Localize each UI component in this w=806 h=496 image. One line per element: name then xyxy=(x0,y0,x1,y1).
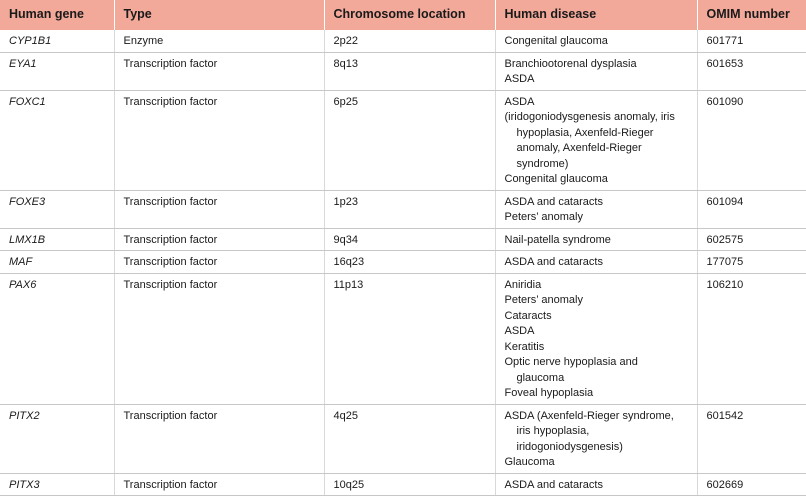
disease-item: Peters’ anomaly xyxy=(504,211,583,223)
omim-cell: 602575 xyxy=(697,228,806,251)
type-cell: Transcription factor xyxy=(114,273,324,404)
disease-list xyxy=(505,195,688,226)
table-row xyxy=(0,30,806,52)
header-human-gene: Human gene xyxy=(0,0,114,30)
header-omim-number: OMIM number xyxy=(697,0,806,30)
disease-cell xyxy=(495,30,697,52)
table-body xyxy=(0,30,806,496)
type-cell: Transcription factor xyxy=(114,190,324,228)
disease-item: ASDA and cataracts xyxy=(504,256,603,268)
omim-cell: 601653 xyxy=(697,52,806,90)
header-human-disease: Human disease xyxy=(495,0,697,30)
disease-item: ASDA xyxy=(504,95,535,108)
type-cell: Transcription factor xyxy=(114,473,324,496)
table-row xyxy=(0,473,806,496)
disease-list xyxy=(505,478,688,494)
location-cell: 6p25 xyxy=(324,90,495,190)
disease-list xyxy=(505,233,688,249)
omim-cell: 106210 xyxy=(697,273,806,404)
type-cell: Transcription factor xyxy=(114,251,324,274)
location-cell: 8q13 xyxy=(324,52,495,90)
gene-cell: CYP1B1 xyxy=(0,30,114,52)
disease-item: Glaucoma xyxy=(504,456,555,468)
table-row xyxy=(0,90,806,190)
disease-list xyxy=(505,278,688,402)
disease-item: (iridogoniodysgenesis anomaly, iris hypoplasia, Axenfeld-Rieger anomaly, Axenfeld-Rieger syndrome) xyxy=(504,111,675,170)
location-cell: 4q25 xyxy=(324,404,495,473)
gene-cell: PITX2 xyxy=(0,404,114,473)
disease-item: ASDA and cataracts xyxy=(504,195,603,208)
omim-cell: 602669 xyxy=(697,473,806,496)
disease-cell xyxy=(495,404,697,473)
disease-cell xyxy=(495,52,697,90)
disease-item: Congenital glaucoma xyxy=(504,35,608,47)
omim-cell: 601771 xyxy=(697,30,806,52)
type-cell: Transcription factor xyxy=(114,52,324,90)
table-row xyxy=(0,273,806,404)
disease-item: ASDA and cataracts xyxy=(504,478,603,491)
gene-cell: FOXC1 xyxy=(0,90,114,190)
header-chromosome-location: Chromosome location xyxy=(324,0,495,30)
disease-list xyxy=(505,95,688,188)
location-cell: 9q34 xyxy=(324,228,495,251)
omim-cell: 601094 xyxy=(697,190,806,228)
gene-cell: EYA1 xyxy=(0,52,114,90)
table-header xyxy=(0,0,806,30)
disease-item: Congenital glaucoma xyxy=(504,173,608,185)
disease-item: Optic nerve hypoplasia and glaucoma xyxy=(504,356,638,384)
header-type: Type xyxy=(114,0,324,30)
table-row xyxy=(0,190,806,228)
disease-item: Cataracts xyxy=(504,309,552,322)
disease-cell xyxy=(495,251,697,274)
table-row xyxy=(0,228,806,251)
table-row xyxy=(0,404,806,473)
disease-list xyxy=(505,255,688,271)
disease-cell xyxy=(495,190,697,228)
disease-list xyxy=(505,34,688,50)
type-cell: Transcription factor xyxy=(114,90,324,190)
omim-cell: 601090 xyxy=(697,90,806,190)
omim-cell: 601542 xyxy=(697,404,806,473)
gene-cell: PAX6 xyxy=(0,273,114,404)
header-row xyxy=(0,0,806,30)
table-row xyxy=(0,52,806,90)
disease-item: Peters’ anomaly xyxy=(504,294,583,306)
type-cell: Enzyme xyxy=(114,30,324,52)
location-cell: 11p13 xyxy=(324,273,495,404)
disease-list xyxy=(505,409,688,471)
disease-cell xyxy=(495,90,697,190)
disease-item: Nail-patella syndrome xyxy=(504,233,611,246)
location-cell: 10q25 xyxy=(324,473,495,496)
disease-item: Branchiootorenal dysplasia xyxy=(504,57,637,70)
disease-cell xyxy=(495,473,697,496)
disease-item: ASDA xyxy=(504,73,535,85)
disease-cell xyxy=(495,228,697,251)
disease-item: ASDA (Axenfeld-Rieger syndrome, iris hypoplasia, iridogoniodysgenesis) xyxy=(504,409,674,453)
disease-item: ASDA xyxy=(504,325,535,337)
disease-item: Keratitis xyxy=(504,340,545,353)
type-cell: Transcription factor xyxy=(114,404,324,473)
disease-cell xyxy=(495,273,697,404)
location-cell: 16q23 xyxy=(324,251,495,274)
location-cell: 2p22 xyxy=(324,30,495,52)
gene-cell: FOXE3 xyxy=(0,190,114,228)
table-row xyxy=(0,251,806,274)
disease-list xyxy=(505,57,688,88)
gene-cell: PITX3 xyxy=(0,473,114,496)
type-cell: Transcription factor xyxy=(114,228,324,251)
gene-cell: LMX1B xyxy=(0,228,114,251)
disease-item: Foveal hypoplasia xyxy=(504,387,594,399)
disease-item: Aniridia xyxy=(504,278,542,291)
location-cell: 1p23 xyxy=(324,190,495,228)
gene-cell: MAF xyxy=(0,251,114,274)
omim-cell: 177075 xyxy=(697,251,806,274)
